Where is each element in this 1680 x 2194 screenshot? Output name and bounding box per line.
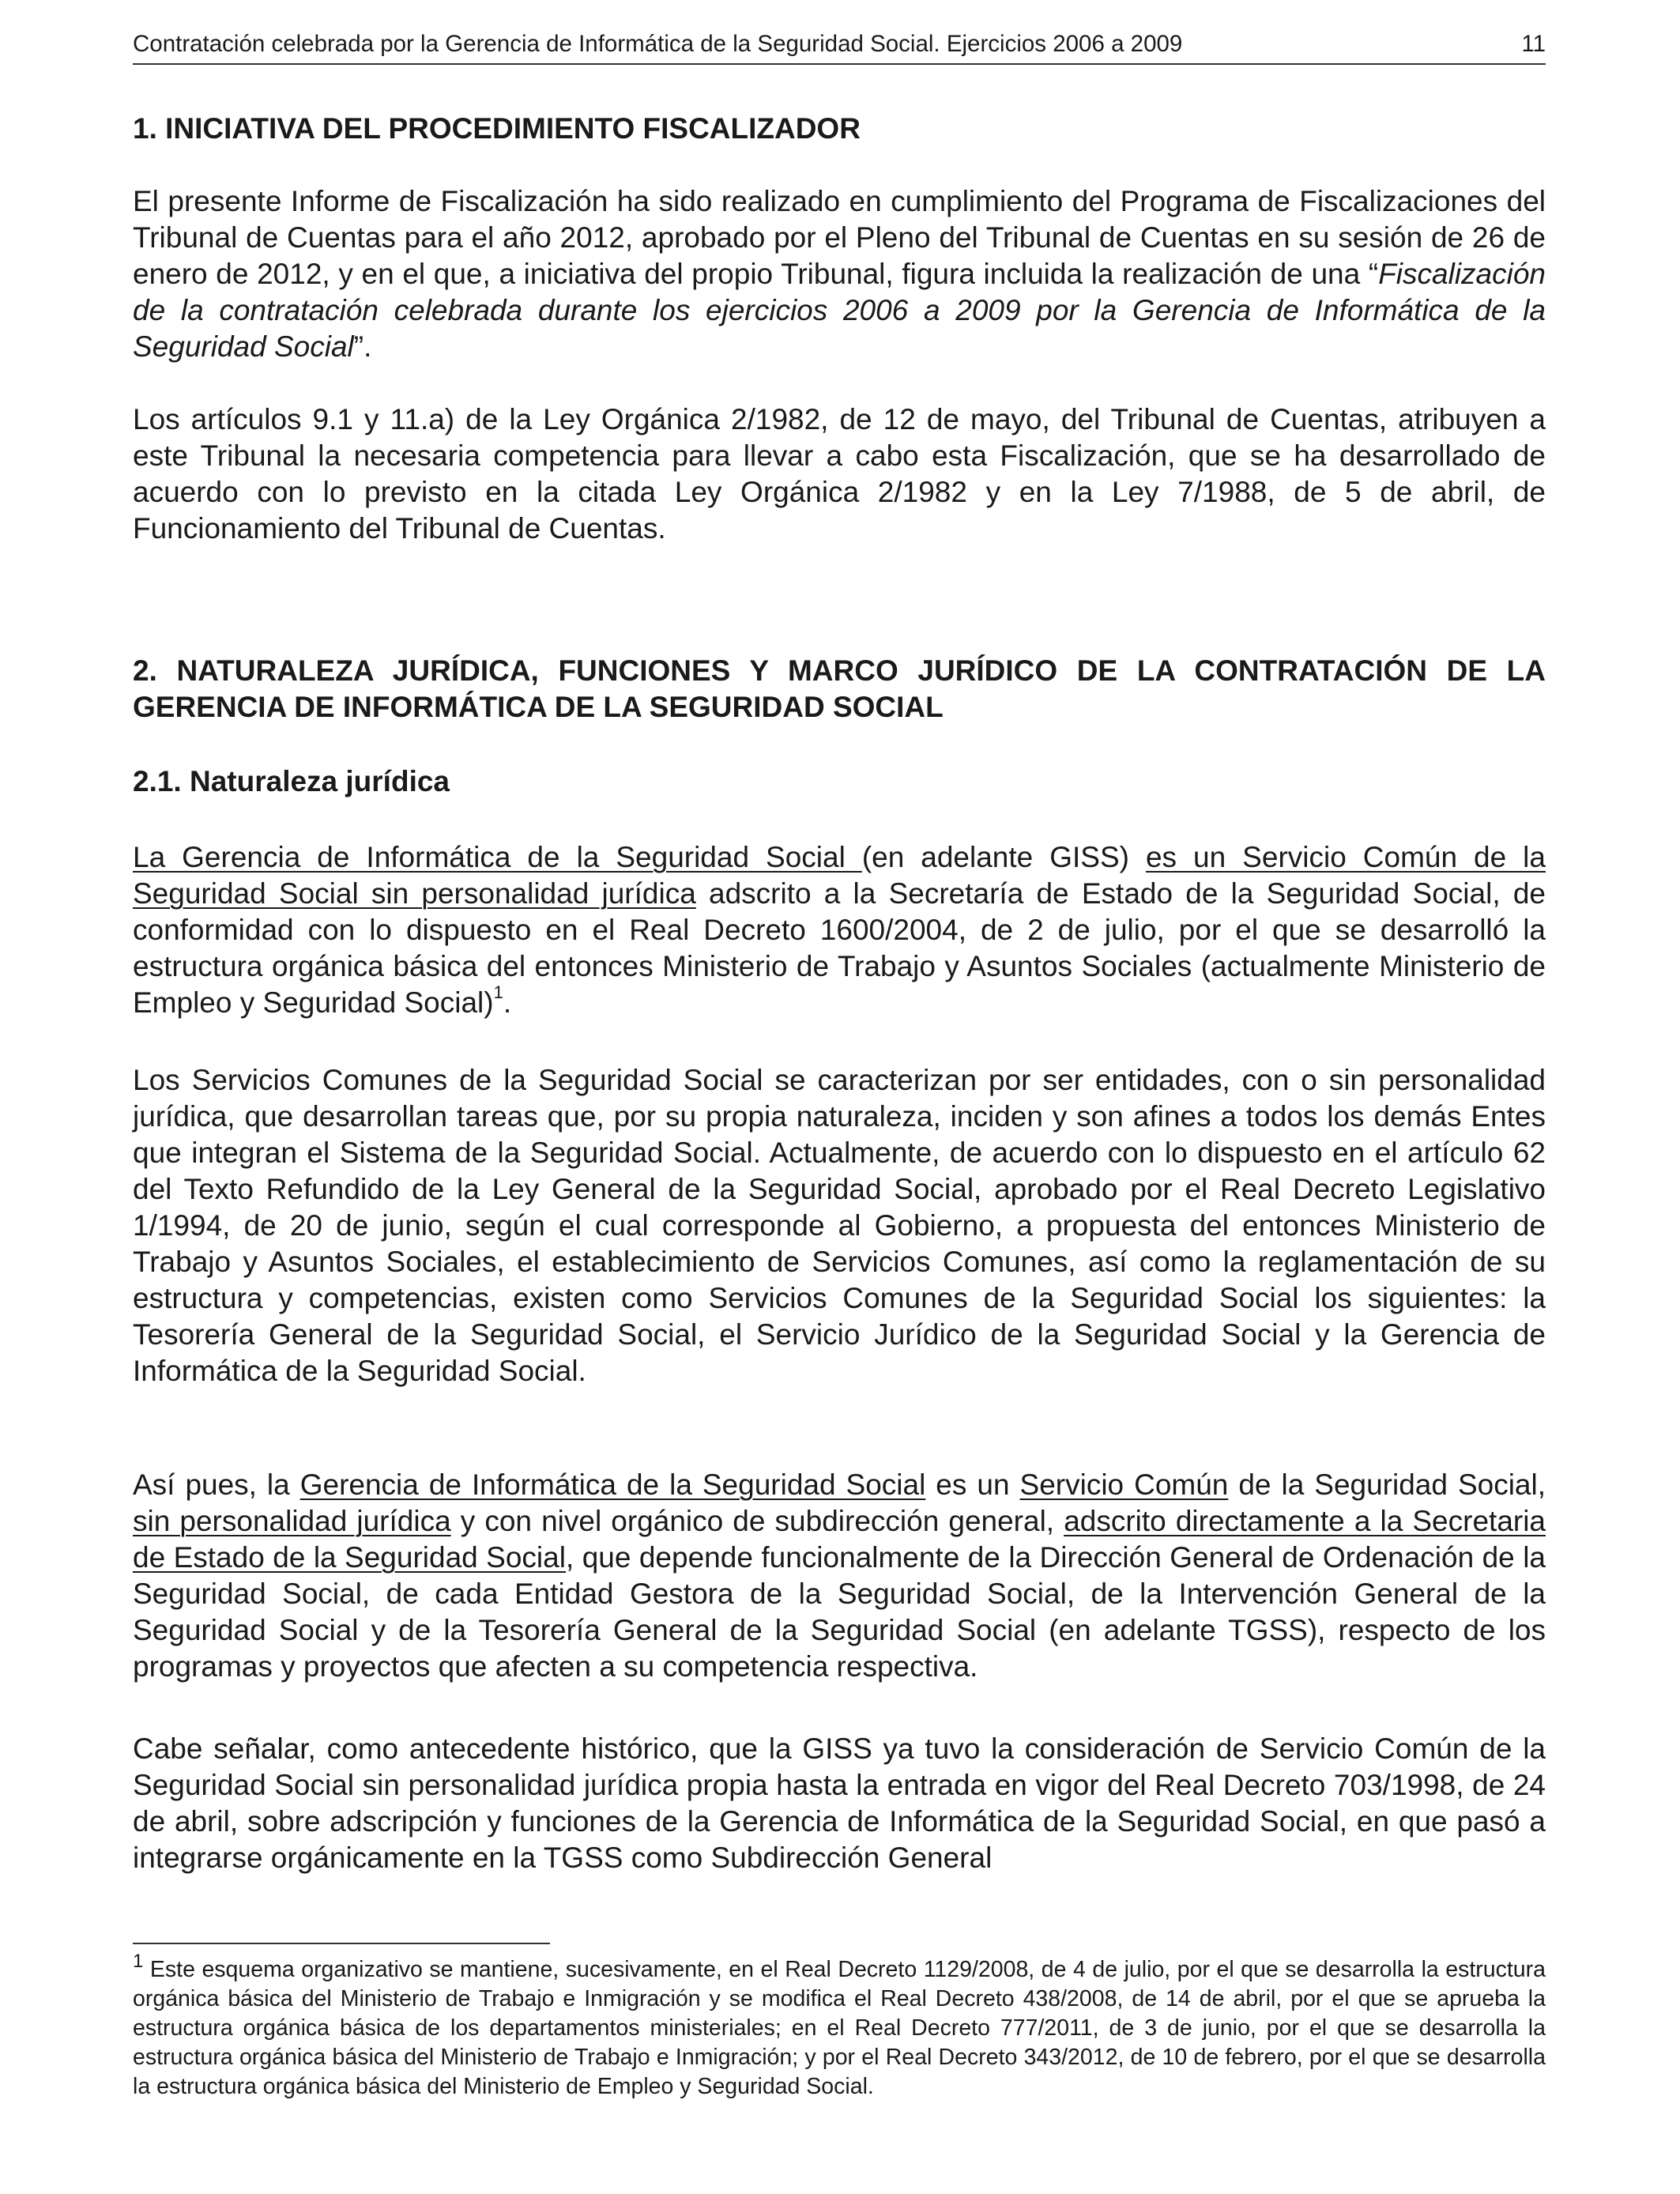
section-1-paragraph-1 — [133, 183, 1546, 365]
running-header — [133, 28, 1546, 65]
section-1-heading: 1. INICIATIVA DEL PROCEDIMIENTO FISCALIZADOR — [133, 112, 861, 145]
running-title: Contratación celebrada por la Gerencia de Informática de la Seguridad Social. Ejercicios 2006 a 2009 — [133, 31, 1183, 57]
text-run: El presente Informe de Fiscalización ha sido realizado en cumplimiento del Programa de Fiscalizaciones del Tribunal de Cuentas para el año 2012, aprobado por el Pleno del Tribunal de Cuentas en su sesión de 26 de enero de 2012, y en el que, a iniciativa del propio Tribunal, figura incluida la realización de una “ — [133, 185, 1546, 290]
text-run: , que depende funcionalmente de la Dirección General de Ordenación de la Seguridad Social, de cada Entidad Gestora de la Seguridad Social, de la Intervención General de la Seguridad Social y de la Tesorería General de la Seguridad Social (en adelante TGSS), respecto de los programas y proyectos que afecten a su competencia respectiva. — [133, 1541, 1546, 1683]
section-2-1-paragraph-4: Cabe señalar, como antecedente histórico, que la GISS ya tuvo la consideración de Servicio Común de la Seguridad Social sin personalidad jurídica propia hasta la entrada en vigor del Real Decreto 703/1998, de 24 de abril, sobre adscripción y funciones de la Gerencia de Informática de la Seguridad Social, en que pasó a integrarse orgánicamente en la TGSS como Subdirección General — [133, 1732, 1546, 1874]
footnote-marker: 1 — [133, 1951, 144, 1972]
underlined-text: adscrito directamente a la Secretaria de Estado de la Seguridad Social — [133, 1505, 1546, 1574]
text-run: de la Seguridad Social, — [1228, 1468, 1546, 1501]
underlined-text: La Gerencia de Informática de la Seguridad Social — [133, 841, 862, 873]
text-run: (en adelante GISS) — [861, 841, 1146, 873]
section-2-1-paragraph-3 — [133, 1467, 1546, 1685]
footnote — [133, 1951, 1546, 2102]
footnote-reference[interactable]: 1 — [493, 982, 503, 1002]
text-run: es un — [925, 1468, 1020, 1501]
text-run: y con nivel orgánico de subdirección general, — [450, 1505, 1064, 1537]
footnote-text: Este esquema organizativo se mantiene, sucesivamente, en el Real Decreto 1129/2008, de 4 de julio, por el que se desarrolla la estructura orgánica básica del Ministerio de Trabajo e Inmigración y se modifica el Real Decreto 438/2008, de 14 de abril, por el que se aprueba la estructura orgánica básica de los departamentos ministeriales; en el Real Decreto 777/2011, de 3 de junio, por el que se desarrolla la estructura orgánica básica del Ministerio de Trabajo e Inmigración; y por el Real Decreto 343/2012, de 10 de febrero, por el que se desarrolla la estructura orgánica básica del Ministerio de Empleo y Seguridad Social. — [133, 1957, 1546, 2099]
underlined-text: es un Servicio Común de la Seguridad Social sin personalidad jurídica — [133, 841, 1546, 910]
text-run: ”. — [353, 330, 372, 363]
section-1-paragraph-2: Los artículos 9.1 y 11.a) de la Ley Orgánica 2/1982, de 12 de mayo, del Tribunal de Cuentas, atribuyen a este Tribunal la necesaria competencia para llevar a cabo esta Fiscalización, que se ha desarrollado de acuerdo con lo previsto en la citada Ley Orgánica 2/1982 y en la Ley 7/1988, de 5 de abril, de Funcionamiento del Tribunal de Cuentas. — [133, 403, 1546, 545]
section-2-1-paragraph-2: Los Servicios Comunes de la Seguridad Social se caracterizan por ser entidades, con o sin personalidad jurídica, que desarrollan tareas que, por su propia naturaleza, inciden y son afines a todos los demás Entes que integran el Sistema de la Seguridad Social. Actualmente, de acuerdo con lo dispuesto en el artículo 62 del Texto Refundido de la Ley General de la Seguridad Social, aprobado por el Real Decreto Legislativo 1/1994, de 20 de junio, según el cual corresponde al Gobierno, a propuesta del entonces Ministerio de Trabajo y Asuntos Sociales, el establecimiento de Servicios Comunes, así como la reglamentación de su estructura y competencias, existen como Servicios Comunes de la Seguridad Social los siguientes: la Tesorería General de la Seguridad Social, el Servicio Jurídico de la Seguridad Social y la Gerencia de Informática de la Seguridad Social. — [133, 1064, 1546, 1387]
underlined-text: sin personalidad jurídica — [133, 1505, 451, 1537]
footnote-separator — [133, 1943, 550, 1944]
text-run: Así pues, la — [133, 1468, 300, 1501]
italic-title: Fiscalización de la contratación celebrada durante los ejercicios 2006 a 2009 por la Gerencia de Informática de la Seguridad Social — [133, 258, 1546, 363]
underlined-text: Gerencia de Informática de la Seguridad Social — [299, 1468, 926, 1501]
underlined-text: Servicio Común — [1019, 1468, 1229, 1501]
section-2-1-subheading: 2.1. Naturaleza jurídica — [133, 765, 450, 797]
section-2-heading: 2. NATURALEZA JURÍDICA, FUNCIONES Y MARCO JURÍDICO DE LA CONTRATACIÓN DE LA GERENCIA DE INFORMÁTICA DE LA SEGURIDAD SOCIAL — [133, 654, 1546, 723]
text-run: adscrito a la Secretaría de Estado de la Seguridad Social, de conformidad con lo dispuesto en el Real Decreto 1600/2004, de 2 de julio, por el que se desarrolló la estructura orgánica básica del entonces Ministerio de Trabajo y Asuntos Sociales (actualmente Ministerio de Empleo y Seguridad Social) — [133, 877, 1546, 1019]
page-number: 11 — [1521, 31, 1546, 57]
section-2-1-paragraph-1 — [133, 839, 1546, 1021]
text-run: . — [503, 986, 512, 1019]
